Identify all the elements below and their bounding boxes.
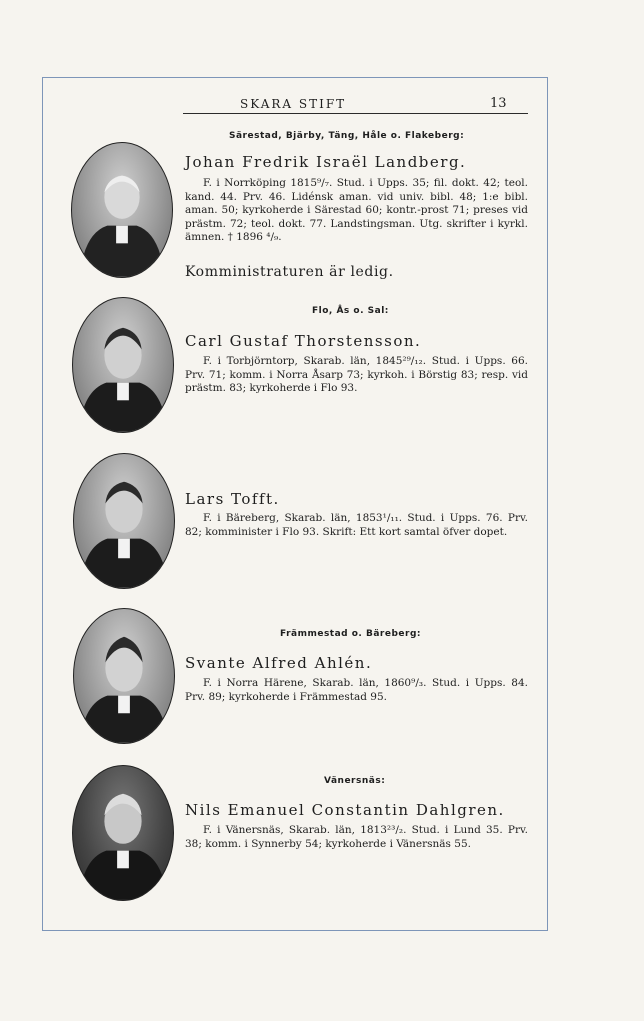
- parish-heading: Vänersnäs:: [324, 776, 386, 786]
- parish-heading: Främmestad o. Bäreberg:: [280, 629, 421, 639]
- running-header-title: SKARA STIFT: [240, 97, 347, 111]
- clergy-name: Lars Tofft.: [185, 490, 280, 508]
- clergy-bio: F. i Vänersnäs, Skarab. län, 1813²³/₂. Stud. i Lund 35. Prv. 38; komm. i Synnerby 54; kyrkoherde i Vänersnäs 55.: [185, 824, 528, 850]
- clergy-bio: F. i Norra Härene, Skarab. län, 1860⁹/₃. Stud. i Upps. 84. Prv. 89; kyrkoherde i Främmestad 95.: [185, 677, 528, 703]
- portrait-landberg: [71, 142, 173, 278]
- clergy-name: Carl Gustaf Thorstensson.: [185, 332, 422, 350]
- portrait-dahlgren: [72, 765, 174, 901]
- vacancy-note: Komministraturen är ledig.: [185, 264, 394, 280]
- page-number: 13: [490, 96, 507, 111]
- parish-heading: Flo, Ås o. Sal:: [312, 306, 389, 316]
- portrait-ahlen: [73, 608, 175, 744]
- header-rule: [183, 113, 528, 114]
- parish-heading: Särestad, Bjärby, Täng, Håle o. Flakeberg:: [229, 131, 465, 141]
- portrait-thorstensson: [72, 297, 174, 433]
- clergy-name: Johan Fredrik Israël Landberg.: [185, 153, 467, 171]
- portrait-tofft: [73, 453, 175, 589]
- clergy-bio: F. i Torbjörntorp, Skarab. län, 1845²⁹/₁₂. Stud. i Upps. 66. Prv. 71; komm. i Norra Åsarp 73; kyrkoh. i Börstig 83; resp. vid prästm. 83; kyrkoherde i Flo 93.: [185, 355, 528, 394]
- clergy-name: Nils Emanuel Constantin Dahlgren.: [185, 801, 505, 819]
- clergy-name: Svante Alfred Ahlén.: [185, 654, 373, 672]
- clergy-bio: F. i Bäreberg, Skarab. län, 1853¹/₁₁. Stud. i Upps. 76. Prv. 82; komminister i Flo 93. Skrift: Ett kort samtal öfver dopet.: [185, 512, 528, 538]
- clergy-bio: F. i Norrköping 1815⁹/₇. Stud. i Upps. 35; fil. dokt. 42; teol. kand. 44. Prv. 46. Lidénsk aman. vid univ. bibl. 48; 1:e bibl. aman. 50; kyrkoherde i Särestad 60; kontr.-prost 71; preses vid prästm. 72; teol. dokt. 77. Landstingsman. Utg. skrifter i kyrkl. ämnen. † 1896 ⁴/₉.: [185, 177, 528, 243]
